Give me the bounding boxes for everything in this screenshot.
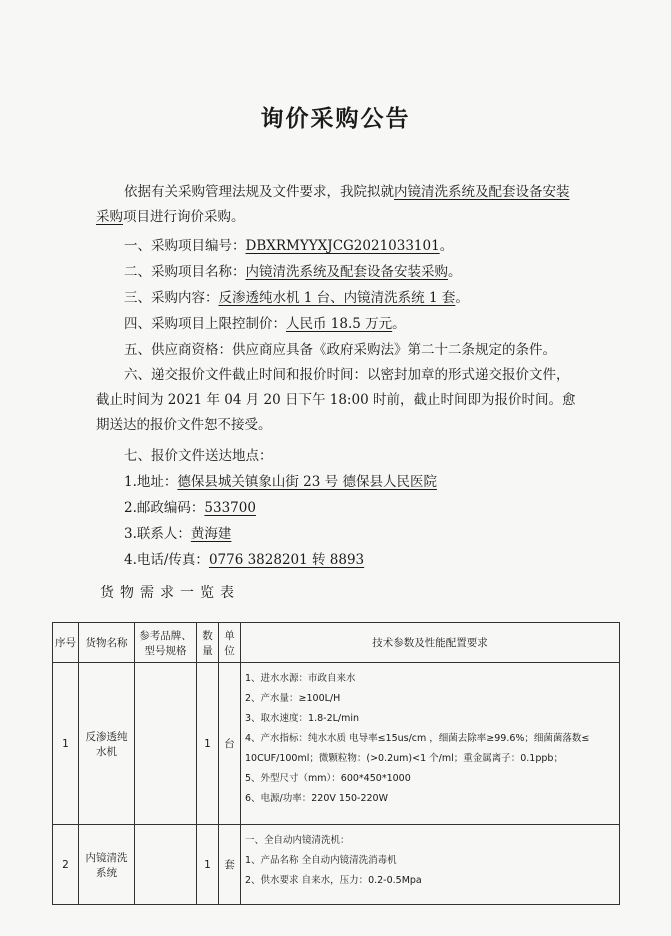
contact-label: 3.联系人： [124, 526, 191, 542]
item-3-end: 。 [455, 290, 469, 306]
table-caption: 货物需求一览表 [100, 585, 240, 601]
spec-line: 5、外型尺寸（mm）：600*450*1000 [245, 773, 411, 784]
spec-line: 10CUF/100ml；微颗粒物：(>0.2um)<1 个/ml；重金属离子：0.1ppb； [245, 753, 563, 764]
spec-line: 1、进水水源：市政自来水 [245, 673, 356, 684]
intro-project: 内镜清洗系统及配套设备安装采购 [96, 184, 570, 225]
item-4-value: 人民币 18.5 万元 [286, 316, 393, 332]
row-2-name: 内镜清洗系统 [79, 825, 135, 905]
item-1-value: DBXRMYYXJCG2021033101 [245, 238, 440, 254]
contact-value: 黄海建 [190, 526, 232, 542]
row-1-unit: 台 [219, 663, 241, 825]
contact-line [124, 524, 231, 544]
item-6: 六、递交报价文件截止时间和报价时间：以密封加章的形式递交报价文件，截止时间为 2021 年 04 月 20 日下午 18:00 时前，截止时间即为报价时间。愈期送达的报价文件恕不接受。 [96, 367, 576, 433]
item-7: 七、报价文件送达地点： [124, 448, 273, 464]
header-name: 货物名称 [79, 623, 135, 663]
item-1-label: 一、采购项目编号： [124, 238, 246, 254]
item-3 [124, 288, 469, 308]
row-2-brand [135, 825, 197, 905]
spec-line: 6、电源/功率：220V 150-220W [245, 793, 388, 804]
postcode-value: 533700 [204, 500, 256, 516]
row-1-brand [135, 663, 197, 825]
postcode-line [124, 498, 256, 518]
spec-line: 1、产品名称 全自动内镜清洗消毒机 [245, 855, 397, 866]
item-2-label: 二、采购项目名称： [124, 264, 246, 280]
address-value: 德保县城关镇象山街 23 号 德保县人民医院 [177, 474, 437, 490]
phone-label: 4.电话/传真： [124, 552, 209, 568]
requirements-table [52, 622, 620, 905]
header-spec: 技术参数及性能配置要求 [241, 623, 620, 663]
postcode-label: 2.邮政编码： [124, 500, 205, 516]
address-label: 1.地址： [124, 474, 178, 490]
table-row [53, 825, 620, 905]
row-1-no: 1 [53, 663, 79, 825]
row-1-qty: 1 [197, 663, 219, 825]
phone-value: 0776 3828201 转 8893 [208, 552, 365, 568]
row-2-qty: 1 [197, 825, 219, 905]
spec-line: 4、产水指标：纯水水质 电导率≤15us/cm ，细菌去除率≥99.6%；细菌菌落数≤ [245, 733, 590, 744]
item-3-value: 反渗透纯水机 1 台、内镜清洗系统 1 套 [218, 290, 456, 306]
intro-prefix: 依据有关采购管理法规及文件要求，我院拟就 [124, 184, 394, 200]
intro-paragraph [96, 180, 576, 230]
item-1 [124, 236, 453, 256]
spec-line: 3、取水速度：1.8-2L/min [245, 713, 360, 724]
spec-line: 2、产水量：≥100L/H [245, 693, 341, 704]
table-header-row [53, 623, 620, 663]
header-brand: 参考品牌、型号规格 [135, 623, 197, 663]
item-5: 五、供应商资格：供应商应具备《政府采购法》第二十二条规定的条件。 [124, 342, 556, 358]
row-2-unit: 套 [219, 825, 241, 905]
row-1-spec [241, 663, 620, 825]
page-title: 询价采购公告 [260, 105, 411, 132]
item-4-end: 。 [392, 316, 406, 332]
phone-line [124, 550, 364, 570]
header-no: 序号 [53, 623, 79, 663]
item-2-end: 。 [448, 264, 462, 280]
row-2-no: 2 [53, 825, 79, 905]
item-3-label: 三、采购内容： [124, 290, 219, 306]
intro-suffix: 项目进行询价采购。 [123, 209, 245, 225]
table-row [53, 663, 620, 825]
spec-line: 2、供水要求 自来水，压力：0.2-0.5Mpa [245, 875, 422, 886]
header-unit: 单位 [219, 623, 241, 663]
item-1-end: 。 [439, 238, 454, 254]
header-qty: 数量 [197, 623, 219, 663]
row-2-spec [241, 825, 620, 905]
item-2-value: 内镜清洗系统及配套设备安装采购 [245, 264, 448, 280]
item-4 [124, 314, 406, 334]
address-line [124, 472, 437, 492]
row-1-name: 反渗透纯水机 [79, 663, 135, 825]
item-4-label: 四、采购项目上限控制价： [124, 316, 286, 332]
spec-line: 一、全自动内镜清洗机： [245, 835, 350, 846]
item-2 [124, 262, 462, 282]
